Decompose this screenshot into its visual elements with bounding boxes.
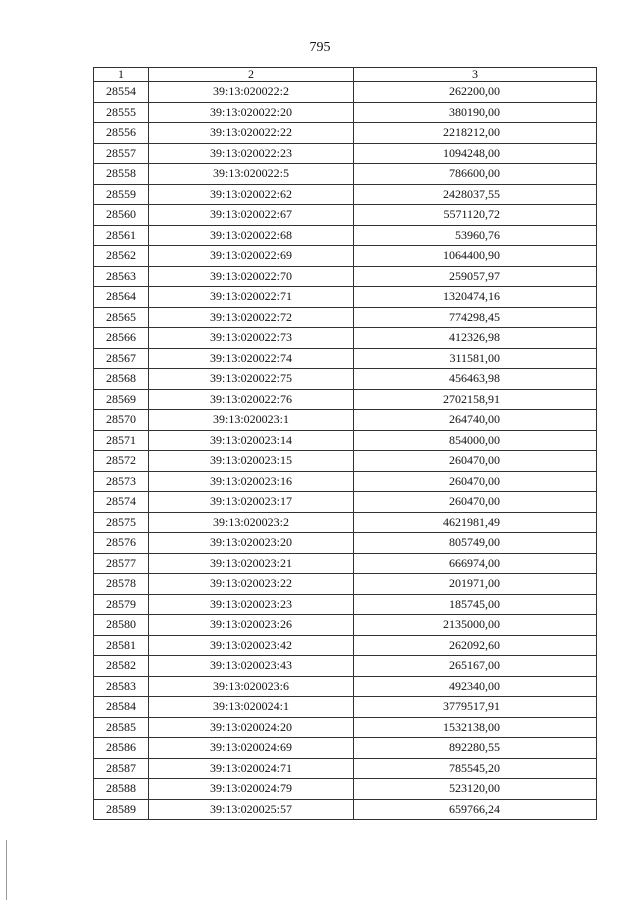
value-cell: 4621981,49 bbox=[354, 512, 597, 533]
cadastral-number-cell: 39:13:020022:22 bbox=[149, 123, 354, 144]
value-cell: 2218212,00 bbox=[354, 123, 597, 144]
table-row bbox=[94, 123, 597, 144]
cadastral-number-cell: 39:13:020023:15 bbox=[149, 451, 354, 472]
row-number-cell: 28579 bbox=[94, 594, 149, 615]
cadastral-number-cell: 39:13:020022:2 bbox=[149, 82, 354, 103]
row-number-cell: 28559 bbox=[94, 184, 149, 205]
cadastral-number-cell: 39:13:020023:23 bbox=[149, 594, 354, 615]
value-cell: 3779517,91 bbox=[354, 697, 597, 718]
value-cell: 262092,60 bbox=[354, 635, 597, 656]
table-row bbox=[94, 512, 597, 533]
table-row bbox=[94, 328, 597, 349]
table-row bbox=[94, 779, 597, 800]
cadastral-number-cell: 39:13:020024:71 bbox=[149, 758, 354, 779]
row-number-cell: 28570 bbox=[94, 410, 149, 431]
table-row bbox=[94, 492, 597, 513]
value-cell: 260470,00 bbox=[354, 451, 597, 472]
value-cell: 265167,00 bbox=[354, 656, 597, 677]
row-number-cell: 28584 bbox=[94, 697, 149, 718]
cadastral-number-cell: 39:13:020022:62 bbox=[149, 184, 354, 205]
data-table bbox=[93, 67, 597, 820]
value-cell: 380190,00 bbox=[354, 102, 597, 123]
value-cell: 412326,98 bbox=[354, 328, 597, 349]
row-number-cell: 28583 bbox=[94, 676, 149, 697]
cadastral-number-cell: 39:13:020023:17 bbox=[149, 492, 354, 513]
value-cell: 201971,00 bbox=[354, 574, 597, 595]
row-number-cell: 28574 bbox=[94, 492, 149, 513]
row-number-cell: 28555 bbox=[94, 102, 149, 123]
cadastral-number-cell: 39:13:020022:71 bbox=[149, 287, 354, 308]
table-row bbox=[94, 717, 597, 738]
cadastral-number-cell: 39:13:020023:42 bbox=[149, 635, 354, 656]
cadastral-number-cell: 39:13:020023:21 bbox=[149, 553, 354, 574]
value-cell: 1320474,16 bbox=[354, 287, 597, 308]
cadastral-number-cell: 39:13:020023:2 bbox=[149, 512, 354, 533]
table-row bbox=[94, 574, 597, 595]
cadastral-number-cell: 39:13:020023:26 bbox=[149, 615, 354, 636]
value-cell: 1094248,00 bbox=[354, 143, 597, 164]
cadastral-number-cell: 39:13:020023:22 bbox=[149, 574, 354, 595]
row-number-cell: 28578 bbox=[94, 574, 149, 595]
table-row bbox=[94, 266, 597, 287]
table-row bbox=[94, 348, 597, 369]
table-row bbox=[94, 553, 597, 574]
cadastral-number-cell: 39:13:020022:70 bbox=[149, 266, 354, 287]
cadastral-number-cell: 39:13:020023:1 bbox=[149, 410, 354, 431]
cadastral-number-cell: 39:13:020022:5 bbox=[149, 164, 354, 185]
cadastral-number-cell: 39:13:020022:20 bbox=[149, 102, 354, 123]
row-number-cell: 28564 bbox=[94, 287, 149, 308]
table-row bbox=[94, 656, 597, 677]
table-row bbox=[94, 635, 597, 656]
cadastral-number-cell: 39:13:020022:72 bbox=[149, 307, 354, 328]
value-cell: 2428037,55 bbox=[354, 184, 597, 205]
table-row bbox=[94, 430, 597, 451]
table-row bbox=[94, 451, 597, 472]
cadastral-number-cell: 39:13:020022:69 bbox=[149, 246, 354, 267]
cadastral-number-cell: 39:13:020022:67 bbox=[149, 205, 354, 226]
value-cell: 492340,00 bbox=[354, 676, 597, 697]
row-number-cell: 28576 bbox=[94, 533, 149, 554]
table-row bbox=[94, 225, 597, 246]
value-cell: 5571120,72 bbox=[354, 205, 597, 226]
cadastral-number-cell: 39:13:020023:43 bbox=[149, 656, 354, 677]
header-cell: 2 bbox=[149, 68, 354, 82]
header-cell: 1 bbox=[94, 68, 149, 82]
row-number-cell: 28581 bbox=[94, 635, 149, 656]
value-cell: 262200,00 bbox=[354, 82, 597, 103]
value-cell: 854000,00 bbox=[354, 430, 597, 451]
value-cell: 805749,00 bbox=[354, 533, 597, 554]
table-row bbox=[94, 697, 597, 718]
table-body bbox=[94, 68, 597, 820]
row-number-cell: 28575 bbox=[94, 512, 149, 533]
row-number-cell: 28588 bbox=[94, 779, 149, 800]
value-cell: 659766,24 bbox=[354, 799, 597, 820]
row-number-cell: 28558 bbox=[94, 164, 149, 185]
table-row bbox=[94, 205, 597, 226]
row-number-cell: 28577 bbox=[94, 553, 149, 574]
row-number-cell: 28573 bbox=[94, 471, 149, 492]
table-row bbox=[94, 615, 597, 636]
value-cell: 786600,00 bbox=[354, 164, 597, 185]
value-cell: 260470,00 bbox=[354, 471, 597, 492]
value-cell: 785545,20 bbox=[354, 758, 597, 779]
cadastral-number-cell: 39:13:020022:75 bbox=[149, 369, 354, 390]
table-row bbox=[94, 799, 597, 820]
row-number-cell: 28582 bbox=[94, 656, 149, 677]
value-cell: 1064400,90 bbox=[354, 246, 597, 267]
value-cell: 1532138,00 bbox=[354, 717, 597, 738]
row-number-cell: 28568 bbox=[94, 369, 149, 390]
cadastral-number-cell: 39:13:020024:1 bbox=[149, 697, 354, 718]
row-number-cell: 28557 bbox=[94, 143, 149, 164]
cadastral-number-cell: 39:13:020022:68 bbox=[149, 225, 354, 246]
page-number: 795 bbox=[309, 40, 331, 55]
table-row bbox=[94, 738, 597, 759]
row-number-cell: 28589 bbox=[94, 799, 149, 820]
value-cell: 53960,76 bbox=[354, 225, 597, 246]
cadastral-number-cell: 39:13:020023:6 bbox=[149, 676, 354, 697]
row-number-cell: 28580 bbox=[94, 615, 149, 636]
table-row bbox=[94, 184, 597, 205]
cadastral-number-cell: 39:13:020024:20 bbox=[149, 717, 354, 738]
table-row bbox=[94, 410, 597, 431]
row-number-cell: 28554 bbox=[94, 82, 149, 103]
value-cell: 456463,98 bbox=[354, 369, 597, 390]
value-cell: 264740,00 bbox=[354, 410, 597, 431]
row-number-cell: 28567 bbox=[94, 348, 149, 369]
value-cell: 892280,55 bbox=[354, 738, 597, 759]
row-number-cell: 28560 bbox=[94, 205, 149, 226]
value-cell: 260470,00 bbox=[354, 492, 597, 513]
table-row bbox=[94, 102, 597, 123]
value-cell: 666974,00 bbox=[354, 553, 597, 574]
value-cell: 2702158,91 bbox=[354, 389, 597, 410]
row-number-cell: 28586 bbox=[94, 738, 149, 759]
value-cell: 311581,00 bbox=[354, 348, 597, 369]
table-row bbox=[94, 246, 597, 267]
value-cell: 2135000,00 bbox=[354, 615, 597, 636]
row-number-cell: 28561 bbox=[94, 225, 149, 246]
table-row bbox=[94, 369, 597, 390]
cadastral-number-cell: 39:13:020024:69 bbox=[149, 738, 354, 759]
table-row bbox=[94, 287, 597, 308]
row-number-cell: 28572 bbox=[94, 451, 149, 472]
value-cell: 259057,97 bbox=[354, 266, 597, 287]
row-number-cell: 28587 bbox=[94, 758, 149, 779]
value-cell: 774298,45 bbox=[354, 307, 597, 328]
value-cell: 523120,00 bbox=[354, 779, 597, 800]
cadastral-number-cell: 39:13:020023:14 bbox=[149, 430, 354, 451]
cadastral-number-cell: 39:13:020023:20 bbox=[149, 533, 354, 554]
table-row bbox=[94, 143, 597, 164]
table-row bbox=[94, 533, 597, 554]
header-cell: 3 bbox=[354, 68, 597, 82]
row-number-cell: 28571 bbox=[94, 430, 149, 451]
cadastral-number-cell: 39:13:020024:79 bbox=[149, 779, 354, 800]
value-cell: 185745,00 bbox=[354, 594, 597, 615]
margin-mark bbox=[6, 840, 7, 900]
table-row bbox=[94, 307, 597, 328]
cadastral-number-cell: 39:13:020022:23 bbox=[149, 143, 354, 164]
table-header-row bbox=[94, 68, 597, 82]
row-number-cell: 28566 bbox=[94, 328, 149, 349]
row-number-cell: 28556 bbox=[94, 123, 149, 144]
cadastral-number-cell: 39:13:020025:57 bbox=[149, 799, 354, 820]
table-row bbox=[94, 594, 597, 615]
cadastral-number-cell: 39:13:020022:74 bbox=[149, 348, 354, 369]
row-number-cell: 28563 bbox=[94, 266, 149, 287]
table-row bbox=[94, 164, 597, 185]
table-row bbox=[94, 758, 597, 779]
row-number-cell: 28562 bbox=[94, 246, 149, 267]
table-row bbox=[94, 676, 597, 697]
table-row bbox=[94, 82, 597, 103]
table-row bbox=[94, 389, 597, 410]
table-row bbox=[94, 471, 597, 492]
cadastral-number-cell: 39:13:020022:76 bbox=[149, 389, 354, 410]
cadastral-number-cell: 39:13:020023:16 bbox=[149, 471, 354, 492]
row-number-cell: 28565 bbox=[94, 307, 149, 328]
row-number-cell: 28585 bbox=[94, 717, 149, 738]
cadastral-number-cell: 39:13:020022:73 bbox=[149, 328, 354, 349]
row-number-cell: 28569 bbox=[94, 389, 149, 410]
